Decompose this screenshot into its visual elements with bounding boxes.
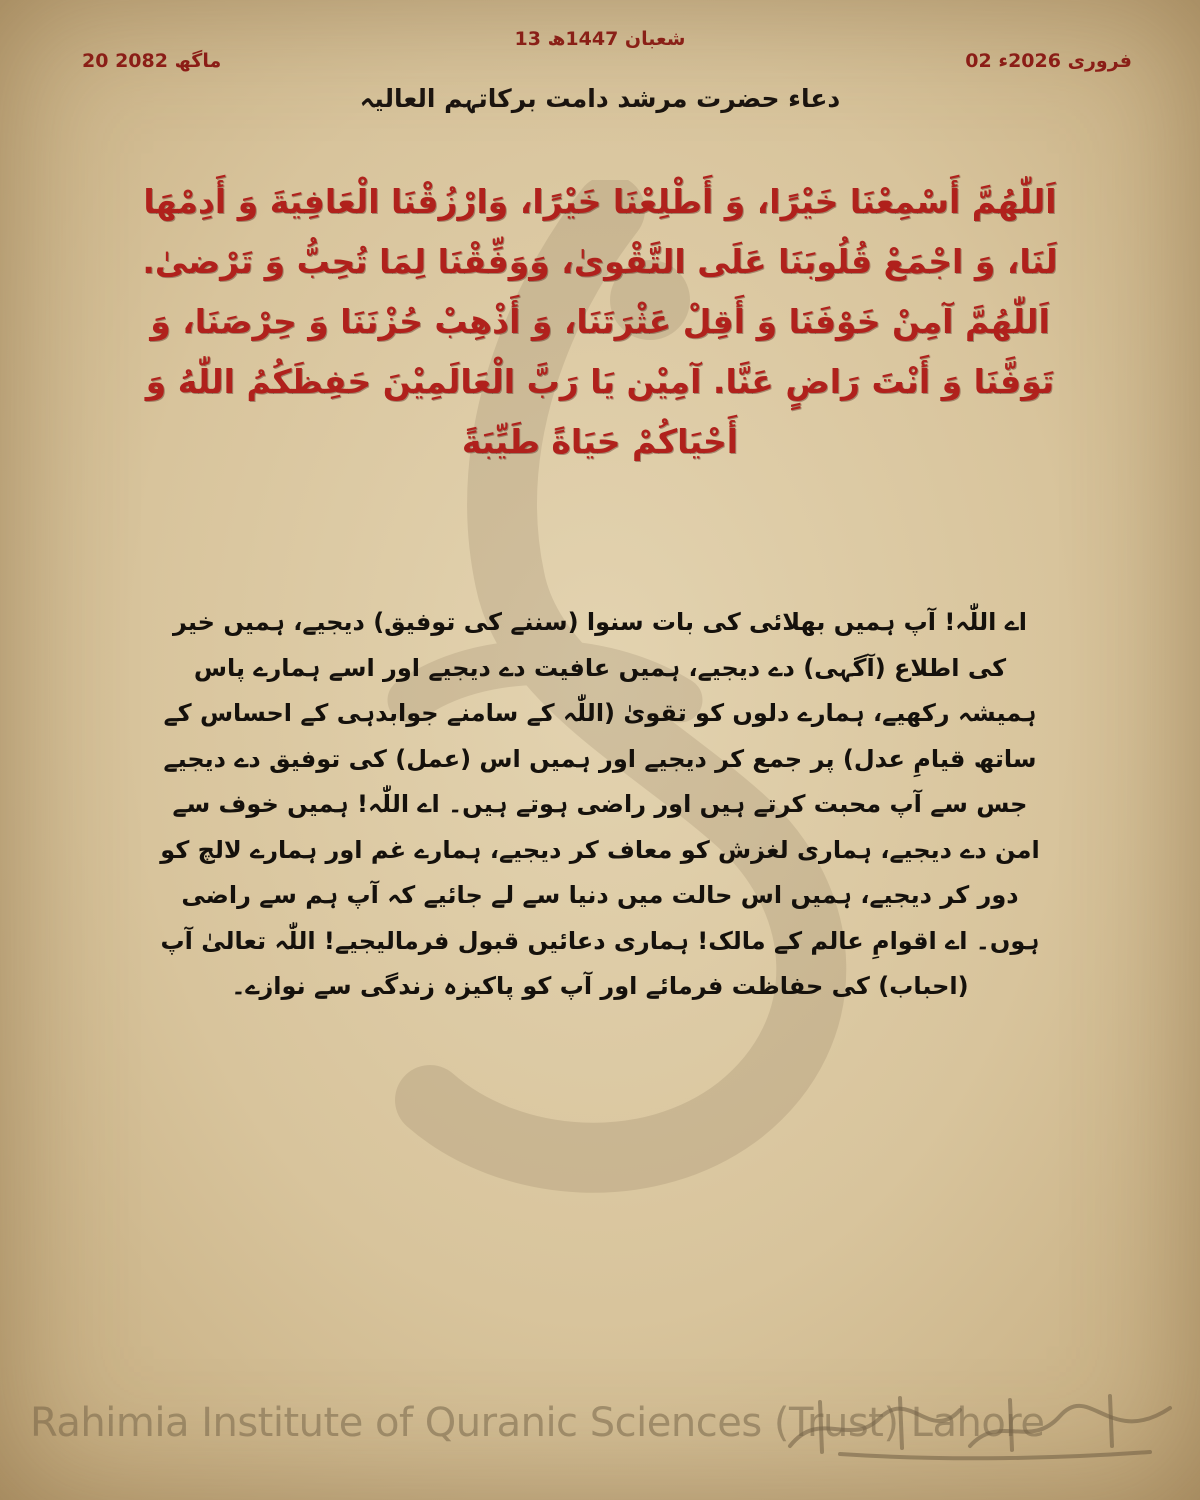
page-title: دعاء حضرت مرشد دامت برکاتہم العالیہ: [359, 84, 841, 113]
urdu-translation-text: اے اللّٰہ! آپ ہمیں بھلائی کی بات سنوا (سننے کی توفیق) دیجیے، ہمیں خیر کی اطلاع (آگہی) دے دیجیے، ہمیں عافیت دے دیجیے اور اسے ہمارے پاس ہمیشہ رکھیے، ہمارے دلوں کو تقویٰ (اللّٰہ کے سامنے جوابدہی کے احساس کے ساتھ قیامِ عدل) پر جمع کر دیجیے اور ہمیں اس (عمل) کی توفیق دے دیجیے جس سے آپ محبت کرتے ہیں اور راضی ہوتے ہیں۔ اے اللّٰہ! ہمیں خوف سے امن دے دیجیے، ہماری لغزش کو معاف کر دیجیے، ہمارے غم اور ہمارے لالچ کو دور کر دیجیے، ہمیں اس حالت میں دنیا سے لے جائیے کہ آپ ہم سے راضی ہوں۔ اے اقوامِ عالم کے مالک! ہماری دعائیں قبول فرمالیجیے! اللّٰہ تعالیٰ آپ (احباب) کی حفاظت فرمائے اور آپ کو پاکیزہ زندگی سے نوازے۔: [160, 608, 1040, 1000]
arabic-dua-text: اَللّٰهُمَّ أَسْمِعْنَا خَيْرًا، وَ أَطْلِعْنَا خَيْرًا، وَارْزُقْنَا الْعَافِيَةَ وَ أَدِمْهَا لَنَا، وَ اجْمَعْ قُلُوبَنَا عَلَى التَّقْوىٰ، وَوَفِّقْنَا لِمَا تُحِبُّ وَ تَرْضىٰ. اَللّٰهُمَّ آمِنْ خَوْفَنَا وَ أَقِلْ عَثْرَتَنَا، وَ أَذْهِبْ حُزْنَنَا وَ حِرْصَنَا، وَ تَوَفَّنَا وَ أَنْتَ رَاضٍ عَنَّا. آمِيْن يَا رَبَّ الْعَالَمِيْنَ حَفِظَكُمُ اللّٰهُ وَ أَحْيَاكُمْ حَيَاةً طَيِّبَةً: [142, 182, 1058, 461]
institute-name-english: Rahimia Institute of Quranic Sciences (Trust) Lahore: [30, 1400, 1045, 1446]
institute-logo-calligraphy: [780, 1388, 1180, 1462]
hijri-date: 13 شعبان 1447ھ: [514, 28, 686, 50]
bikrami-date: 20 ماگھ 2082: [82, 50, 222, 72]
gregorian-date: 02 فروری 2026ء: [965, 50, 1132, 72]
